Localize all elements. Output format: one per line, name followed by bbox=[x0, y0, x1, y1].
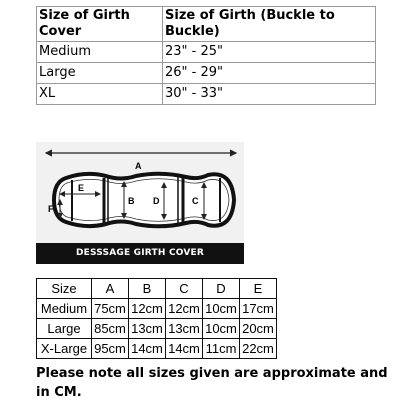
dimension-d-label: D bbox=[153, 196, 160, 206]
measure-e: 17cm bbox=[240, 299, 277, 319]
measure-c: 13cm bbox=[166, 319, 203, 339]
girth-buckle-size: 26" - 29" bbox=[163, 63, 376, 84]
girth-size-table bbox=[36, 6, 376, 105]
girth-cover-size: Large bbox=[37, 63, 163, 84]
measure-c: 12cm bbox=[166, 299, 203, 319]
size-column-header: Size bbox=[37, 279, 92, 299]
size-name: Medium bbox=[37, 299, 92, 319]
column-header-e: E bbox=[240, 279, 277, 299]
girth-cover-diagram bbox=[36, 142, 244, 264]
dimension-e-label: E bbox=[78, 183, 85, 193]
measure-a: 75cm bbox=[92, 299, 129, 319]
measurement-row bbox=[37, 319, 277, 339]
girth-table-header-row bbox=[37, 7, 376, 42]
measure-e: 20cm bbox=[240, 319, 277, 339]
girth-table-row bbox=[37, 63, 376, 84]
dimension-a-label: A bbox=[135, 161, 142, 171]
diagram-caption: DESSSAGE GIRTH COVER bbox=[36, 243, 244, 264]
measure-b: 14cm bbox=[129, 339, 166, 359]
dimension-b-label: B bbox=[128, 196, 135, 206]
measurement-row bbox=[37, 339, 277, 359]
dimension-f-label: F bbox=[48, 204, 54, 214]
measure-d: 10cm bbox=[203, 299, 240, 319]
column-header-d: D bbox=[203, 279, 240, 299]
measurement-row bbox=[37, 299, 277, 319]
girth-buckle-header: Size of Girth (Buckle to Buckle) bbox=[163, 7, 376, 42]
measure-b: 13cm bbox=[129, 319, 166, 339]
approximate-sizes-note: Please note all sizes given are approximate and in CM. bbox=[36, 366, 388, 400]
column-header-c: C bbox=[166, 279, 203, 299]
measure-e: 22cm bbox=[240, 339, 277, 359]
girth-cover-header: Size of Girth Cover bbox=[37, 7, 163, 42]
measurement-table bbox=[36, 278, 277, 359]
girth-table-row bbox=[37, 84, 376, 105]
girth-cover-drawing bbox=[36, 142, 244, 243]
dimension-c-label: C bbox=[192, 196, 199, 206]
girth-buckle-size: 23" - 25" bbox=[163, 42, 376, 63]
girth-table-row bbox=[37, 42, 376, 63]
girth-buckle-size: 30" - 33" bbox=[163, 84, 376, 105]
column-header-a: A bbox=[92, 279, 129, 299]
measure-d: 10cm bbox=[203, 319, 240, 339]
measure-a: 95cm bbox=[92, 339, 129, 359]
measure-a: 85cm bbox=[92, 319, 129, 339]
measure-b: 12cm bbox=[129, 299, 166, 319]
girth-cover-size: Medium bbox=[37, 42, 163, 63]
girth-cover-size: XL bbox=[37, 84, 163, 105]
measurement-header-row bbox=[37, 279, 277, 299]
girth-outline bbox=[54, 174, 234, 227]
measure-c: 14cm bbox=[166, 339, 203, 359]
column-header-b: B bbox=[129, 279, 166, 299]
size-name: Large bbox=[37, 319, 92, 339]
size-name: X-Large bbox=[37, 339, 92, 359]
measure-d: 11cm bbox=[203, 339, 240, 359]
